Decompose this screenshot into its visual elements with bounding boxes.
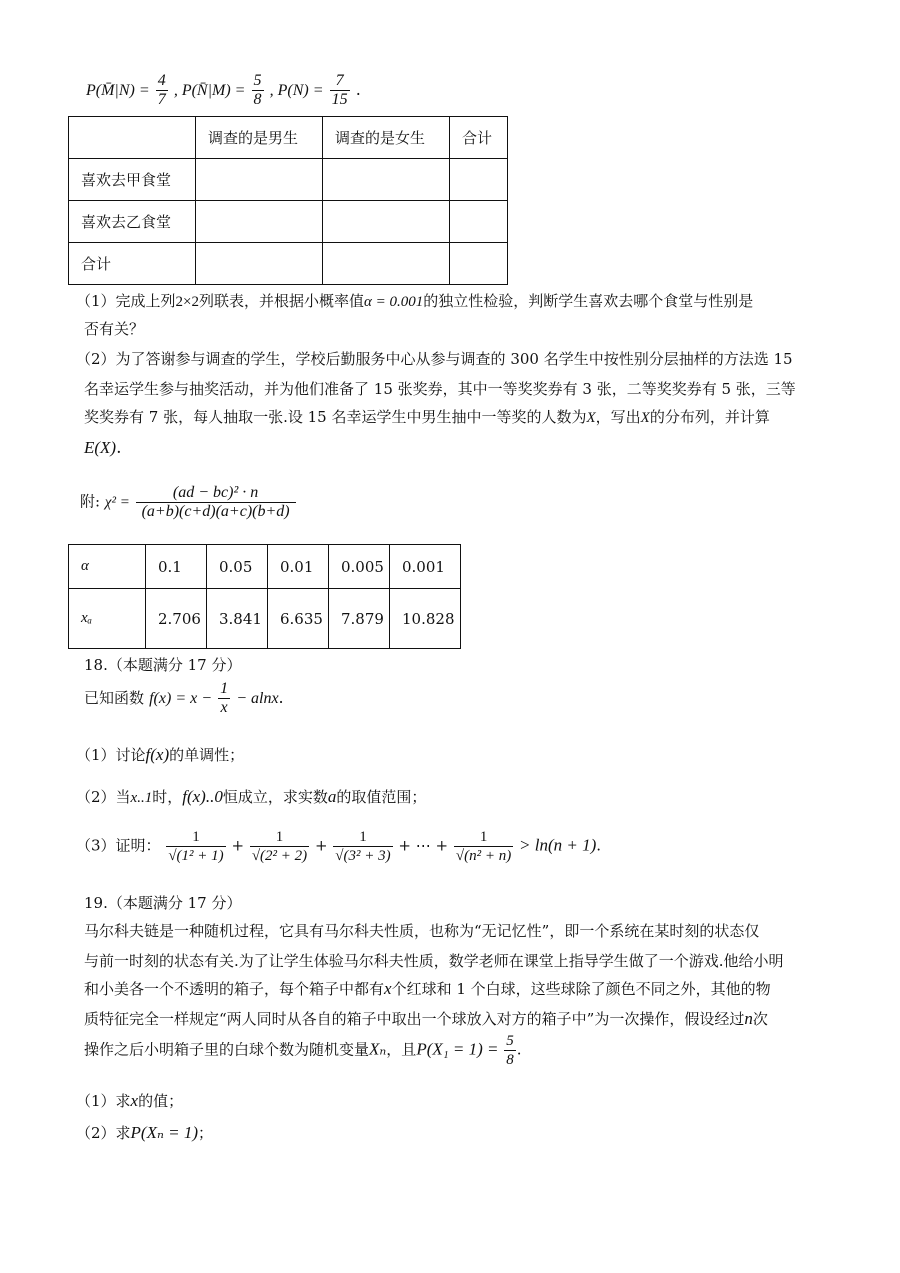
harmonic-term-2: $\frac{1}{\text{√(2² + 2)}}$ xyxy=(251,829,308,864)
chi-square-formula: 附: χ² = $\frac{\text{(ad − bc)² · n}}{(a+b)(c+d)(a+c)(b+d)}$ xyxy=(80,484,297,521)
q18-title: 18.（本题满分 17 分） xyxy=(84,656,242,674)
table-cell xyxy=(450,201,508,243)
fraction-5-8: $\frac{5}{8}$ xyxy=(253,72,262,108)
q17-part2-line3: 奖奖券有 7 张，每人抽取一张.设 15 名幸运学生中男生抽中一等奖的人数为X，写出X的分布列，并计算 xyxy=(84,408,770,426)
table-cell xyxy=(323,201,450,243)
table-header-cell: 合计 xyxy=(450,117,508,159)
contingency-table xyxy=(68,116,508,285)
critical-value: 6.635 xyxy=(268,589,329,649)
fraction-7-15: $\frac{7}{15}$ xyxy=(331,72,348,108)
critical-value: 2.706 xyxy=(146,589,207,649)
harmonic-term-1: $\frac{1}{\text{√(1² + 1)}}$ xyxy=(168,829,224,864)
table-cell xyxy=(196,201,323,243)
prob-n: , P(N) = xyxy=(269,82,324,99)
q17-part2-line1: （2）为了答谢参与调查的学生，学校后勤服务中心从参与调查的 300 名学生中按性别分层抽样的方法选 15 xyxy=(76,350,793,368)
table-cell xyxy=(450,159,508,201)
prob-m-bar-given-n: P(M̄|N) = xyxy=(86,82,150,99)
table-cell xyxy=(196,159,323,201)
alpha-value: 0.005 xyxy=(329,545,390,589)
alpha-value: 0.1 xyxy=(146,545,207,589)
table-cell xyxy=(323,159,450,201)
critical-value: 7.879 xyxy=(329,589,390,649)
table-cell xyxy=(450,243,508,285)
q19-line5: 操作之后小明箱子里的白球个数为随机变量Xₙ，且P(X₁ = 1) = $\frac{5}{8}$ . xyxy=(84,1033,522,1068)
q18-part3: （3）证明： $\frac{1}{\text{√(1² + 1)}}$ + $\frac{1}{\text{√(2² + 2)}}$ + $\frac{1}{\text{√(3² + 3)}}$ + ⋯ + $\frac{1}{\text{√(n² + n)}}$ > ln(n + 1). xyxy=(76,829,602,864)
fraction-4-7: $\frac{4}{7}$ xyxy=(157,72,166,108)
q17-part2-line2: 名幸运学生参与抽奖活动，并为他们准备了 15 张奖券，其中一等奖奖券有 3 张，二等奖奖券有 5 张，三等 xyxy=(84,380,796,398)
fraction-5-8-q19: $\frac{5}{8}$ xyxy=(506,1033,514,1068)
harmonic-term-n: $\frac{1}{\text{√(n² + n)}}$ xyxy=(455,829,512,864)
q19-line1: 马尔科夫链是一种随机过程，它具有马尔科夫性质，也称为“无记忆性”，即一个系统在某时刻的状态仅 xyxy=(84,922,760,940)
q19-title: 19.（本题满分 17 分） xyxy=(84,894,242,912)
alpha-value: 0.01 xyxy=(268,545,329,589)
table-header-cell: 调查的是女生 xyxy=(323,117,450,159)
q18-part1: （1）讨论f(x)的单调性； xyxy=(76,745,245,764)
q18-part2: （2）当x..1时，f(x)..0恒成立，求实数a的取值范围； xyxy=(76,787,427,806)
q19-part1: （1）求x的值； xyxy=(76,1091,184,1110)
critical-value: 3.841 xyxy=(207,589,268,649)
table-header-cell xyxy=(69,117,196,159)
harmonic-term-3: $\frac{1}{\text{√(3² + 3)}}$ xyxy=(335,829,391,864)
q19-part2: （2）求P(Xₙ = 1)； xyxy=(76,1123,214,1142)
x-alpha-label: xₐ xyxy=(69,589,146,649)
q17-part2-line4: E(X). xyxy=(84,438,122,458)
critical-value: 10.828 xyxy=(390,589,461,649)
table-row-label: 合计 xyxy=(69,243,196,285)
alpha-label: α xyxy=(69,545,146,589)
critical-value-table xyxy=(68,544,461,649)
given-probabilities: P(M̄|N) = $\frac{4}{7}$ , P(N̄|M) = $\frac{5}{8}$ , P(N) = $\frac{7}{15}$ . xyxy=(86,72,361,108)
table-cell xyxy=(323,243,450,285)
prob-n-bar-given-m: , P(N̄|M) = xyxy=(173,82,246,99)
table-row-label: 喜欢去甲食堂 xyxy=(69,159,196,201)
table-cell xyxy=(196,243,323,285)
q18-intro: 已知函数 f(x) = x − $\frac{1}{x}$ − alnx. xyxy=(84,680,284,716)
fraction-1-over-x: $\frac{1}{x}$ xyxy=(220,680,229,716)
q19-line4: 质特征完全一样规定“两人同时从各自的箱子中取出一个球放入对方的箱子中”为一次操作，假设经过n次 xyxy=(84,1009,768,1028)
q17-part1-line2: 否有关？ xyxy=(84,320,145,338)
chi-square-fraction: $\frac{\text{(ad − bc)² · n}}{(a+b)(c+d)(a+c)(b+d)}$ xyxy=(136,484,296,521)
alpha-value: 0.05 xyxy=(207,545,268,589)
q19-line3: 和小美各一个不透明的箱子，每个箱子中都有x个红球和 1 个白球，这些球除了颜色不同之外，其他的物 xyxy=(84,979,771,998)
table-row-label: 喜欢去乙食堂 xyxy=(69,201,196,243)
q19-line2: 与前一时刻的状态有关.为了让学生体验马尔科夫性质，数学老师在课堂上指导学生做了一个游戏.他给小明 xyxy=(84,952,784,970)
table-header-cell: 调查的是男生 xyxy=(196,117,323,159)
q17-part1-line1: （1）完成上列2×2列联表，并根据小概率值α = 0.001的独立性检验，判断学生喜欢去哪个食堂与性别是 xyxy=(76,292,754,310)
alpha-value: 0.001 xyxy=(390,545,461,589)
